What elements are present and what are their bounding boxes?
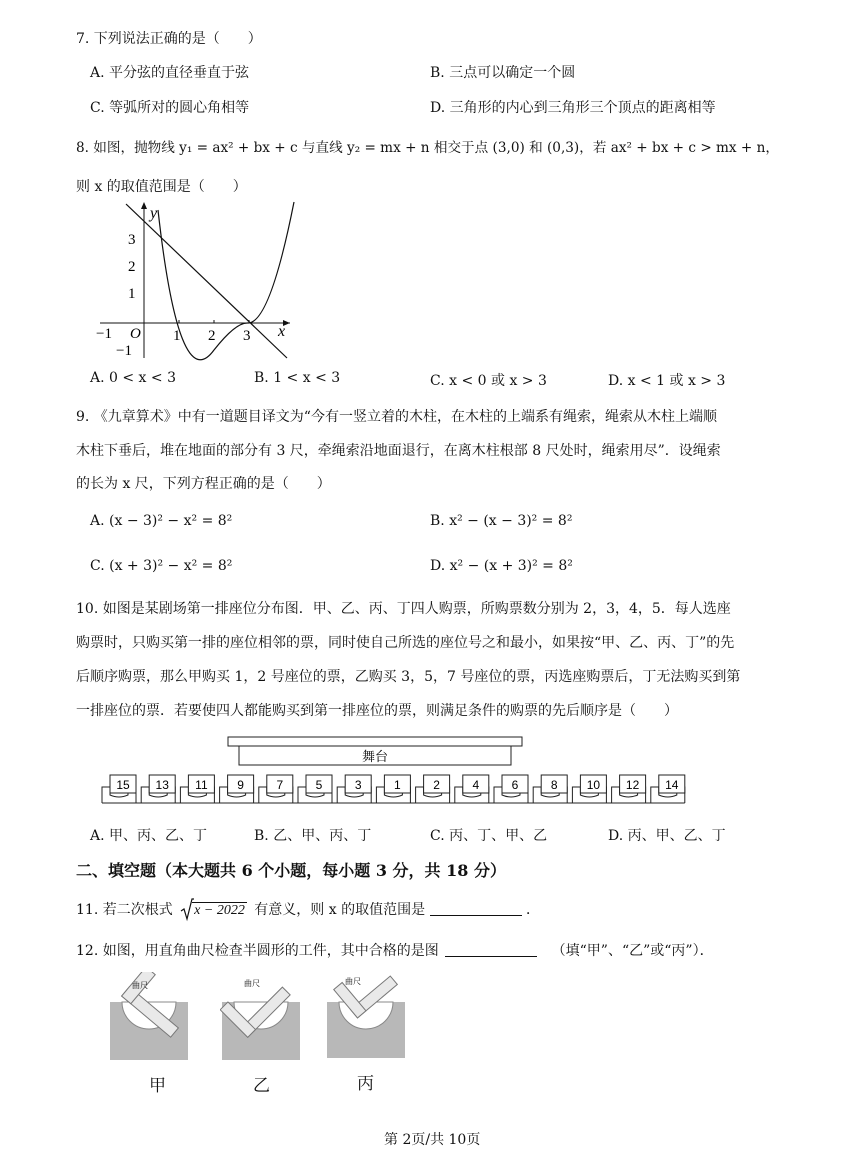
q10-option-a: A. 甲、丙、乙、丁 <box>90 828 208 844</box>
q10-line1: 10. 如图是某剧场第一排座位分布图．甲、乙、丙、丁四人购票，所购票数分别为 2，3，4，5．每人选座 <box>76 601 731 617</box>
stage-label: 舞台 <box>361 750 389 765</box>
q7-option-d: D. 三角形的内心到三角形三个顶点的距离相等 <box>430 100 716 116</box>
q12-suffix: （填“甲”、“乙”或“丙”）． <box>551 943 714 959</box>
q11 <box>76 899 540 919</box>
y-axis-arrow-icon <box>141 202 147 209</box>
seat-7 <box>259 775 293 803</box>
seat-number: 15 <box>116 778 130 792</box>
x-axis-label: x <box>278 323 286 340</box>
q9-option-a: A. (x − 3)² − x² = 8² <box>90 513 233 529</box>
q11-end: ． <box>526 902 540 918</box>
q8-option-c: C. x < 0 或 x > 3 <box>430 373 547 389</box>
q11-radicand: x − 2022 <box>194 903 245 918</box>
figure-jia <box>108 972 190 1062</box>
q8-stem-line2: 则 x 的取值范围是（ ） <box>76 179 247 195</box>
q9-line3: 的长为 x 尺，下列方程正确的是（ ） <box>76 476 331 492</box>
q9-option-d: D. x² − (x + 3)² = 8² <box>430 558 573 574</box>
section-2-title: 二、填空题（本大题共 6 个小题，每小题 3 分，共 18 分） <box>76 861 506 880</box>
x-tick-label-3: 3 <box>243 328 251 344</box>
seat-number: 5 <box>315 778 323 792</box>
page-footer: 第 2页/共 10页 <box>384 1132 481 1148</box>
q11-answer-blank[interactable] <box>430 901 522 916</box>
figure-yi <box>220 972 302 1062</box>
seat-15 <box>102 775 136 803</box>
caption-jia: 甲 <box>149 1076 166 1096</box>
seat-number: 12 <box>625 778 640 792</box>
seat-2 <box>416 775 450 803</box>
q10-line2: 购票时，只购买第一排的座位相邻的票，同时使自己所选的座位号之和最小，如果按“甲、乙、丙、丁”的先 <box>76 635 735 651</box>
seat-number: 4 <box>472 778 480 792</box>
seat-14 <box>651 775 685 803</box>
q11-prefix: 11. 若二次根式 <box>76 902 173 918</box>
seat-number: 10 <box>586 778 601 792</box>
seat-number: 14 <box>665 778 679 792</box>
seat-4 <box>455 775 489 803</box>
y-tick-label-1: 1 <box>128 286 136 302</box>
q9-option-c: C. (x + 3)² − x² = 8² <box>90 558 233 574</box>
q7-option-a: A. 平分弦的直径垂直于弦 <box>90 65 250 81</box>
seat-10 <box>572 775 606 803</box>
q7-option-c: C. 等弧所对的圆心角相等 <box>90 100 250 116</box>
radical-sign-icon <box>180 898 194 922</box>
y-tick-label-neg1: −1 <box>116 343 132 359</box>
q10-line4: 一排座位的票．若要使四人都能购买到第一排座位的票，则满足条件的购票的先后顺序是（ ） <box>76 703 678 719</box>
caption-yi: 乙 <box>253 1076 270 1096</box>
q7-option-b: B. 三点可以确定一个圆 <box>430 65 576 81</box>
seat-1 <box>376 775 410 803</box>
figure-bing <box>325 972 407 1060</box>
seat-number: 8 <box>550 778 558 792</box>
seat-number: 9 <box>237 778 244 792</box>
q10-line3: 后顺序购票，那么甲购买 1，2 号座位的票，乙购买 3，5，7 号座位的票，丙选座购票后，丁无法购买到第 <box>76 669 741 685</box>
q7-stem: 7. 下列说法正确的是（ ） <box>76 31 262 47</box>
seat-row <box>102 775 685 803</box>
q8-stem-line1: 8. 如图，抛物线 y₁ = ax² + bx + c 与直线 y₂ = mx + n 相交于点 (3,0) 和 (0,3)，若 ax² + bx + c > mx + n， <box>76 140 779 156</box>
ruler-label-bing: 曲尺 <box>345 977 361 986</box>
q9-option-b: B. x² − (x − 3)² = 8² <box>430 513 573 529</box>
q8-option-a: A. 0 < x < 3 <box>90 370 176 386</box>
seat-6 <box>494 775 528 803</box>
q10-option-c: C. 丙、丁、甲、乙 <box>430 828 548 844</box>
q11-radical <box>180 902 247 919</box>
q12-answer-blank[interactable] <box>445 942 537 957</box>
x-tick-label-1: 1 <box>173 328 181 344</box>
seat-number: 13 <box>155 778 169 792</box>
seat-9 <box>220 775 254 803</box>
seat-8 <box>533 775 567 803</box>
seat-number: 11 <box>195 778 208 792</box>
seat-number: 7 <box>276 778 284 792</box>
q8-option-d: D. x < 1 或 x > 3 <box>608 373 726 389</box>
seat-number: 6 <box>511 778 519 792</box>
q12-prefix: 12. 如图，用直角曲尺检查半圆形的工件，其中合格的是图 <box>76 943 439 959</box>
q8-graph <box>90 198 300 366</box>
seat-diagram <box>98 733 704 813</box>
x-tick-label-neg1: −1 <box>96 326 112 342</box>
line-y2 <box>126 204 287 358</box>
q10-option-d: D. 丙、甲、乙、丁 <box>608 828 726 844</box>
seat-number: 3 <box>354 778 362 792</box>
seat-number: 2 <box>433 778 440 792</box>
seat-3 <box>337 775 371 803</box>
q9-line1: 9. 《九章算术》中有一道题目译文为“今有一竖立着的木柱，在木柱的上端系有绳索，绳索从木柱上端顺 <box>76 409 717 425</box>
seat-5 <box>298 775 332 803</box>
y-tick-label-3: 3 <box>128 232 136 248</box>
caption-bing: 丙 <box>357 1074 374 1094</box>
q11-suffix: 有意义，则 x 的取值范围是 <box>254 902 426 918</box>
q12 <box>76 940 714 960</box>
origin-label: O <box>130 326 141 342</box>
seat-12 <box>612 775 646 803</box>
y-tick-label-2: 2 <box>128 259 136 275</box>
seat-number: 1 <box>394 778 401 792</box>
ruler-label-jia: 曲尺 <box>132 981 148 990</box>
q10-option-b: B. 乙、甲、丙、丁 <box>254 828 372 844</box>
x-tick-label-2: 2 <box>208 328 216 344</box>
stage-top-board <box>228 737 522 746</box>
q9-line2: 木柱下垂后，堆在地面的部分有 3 尺，牵绳索沿地面退行，在离木柱根部 8 尺处时，绳索用尽”．设绳索 <box>76 443 721 459</box>
seat-11 <box>180 775 214 803</box>
y-axis-label: y <box>150 205 158 222</box>
q8-option-b: B. 1 < x < 3 <box>254 370 341 386</box>
seat-13 <box>141 775 175 803</box>
ruler-label-yi: 曲尺 <box>244 979 260 988</box>
